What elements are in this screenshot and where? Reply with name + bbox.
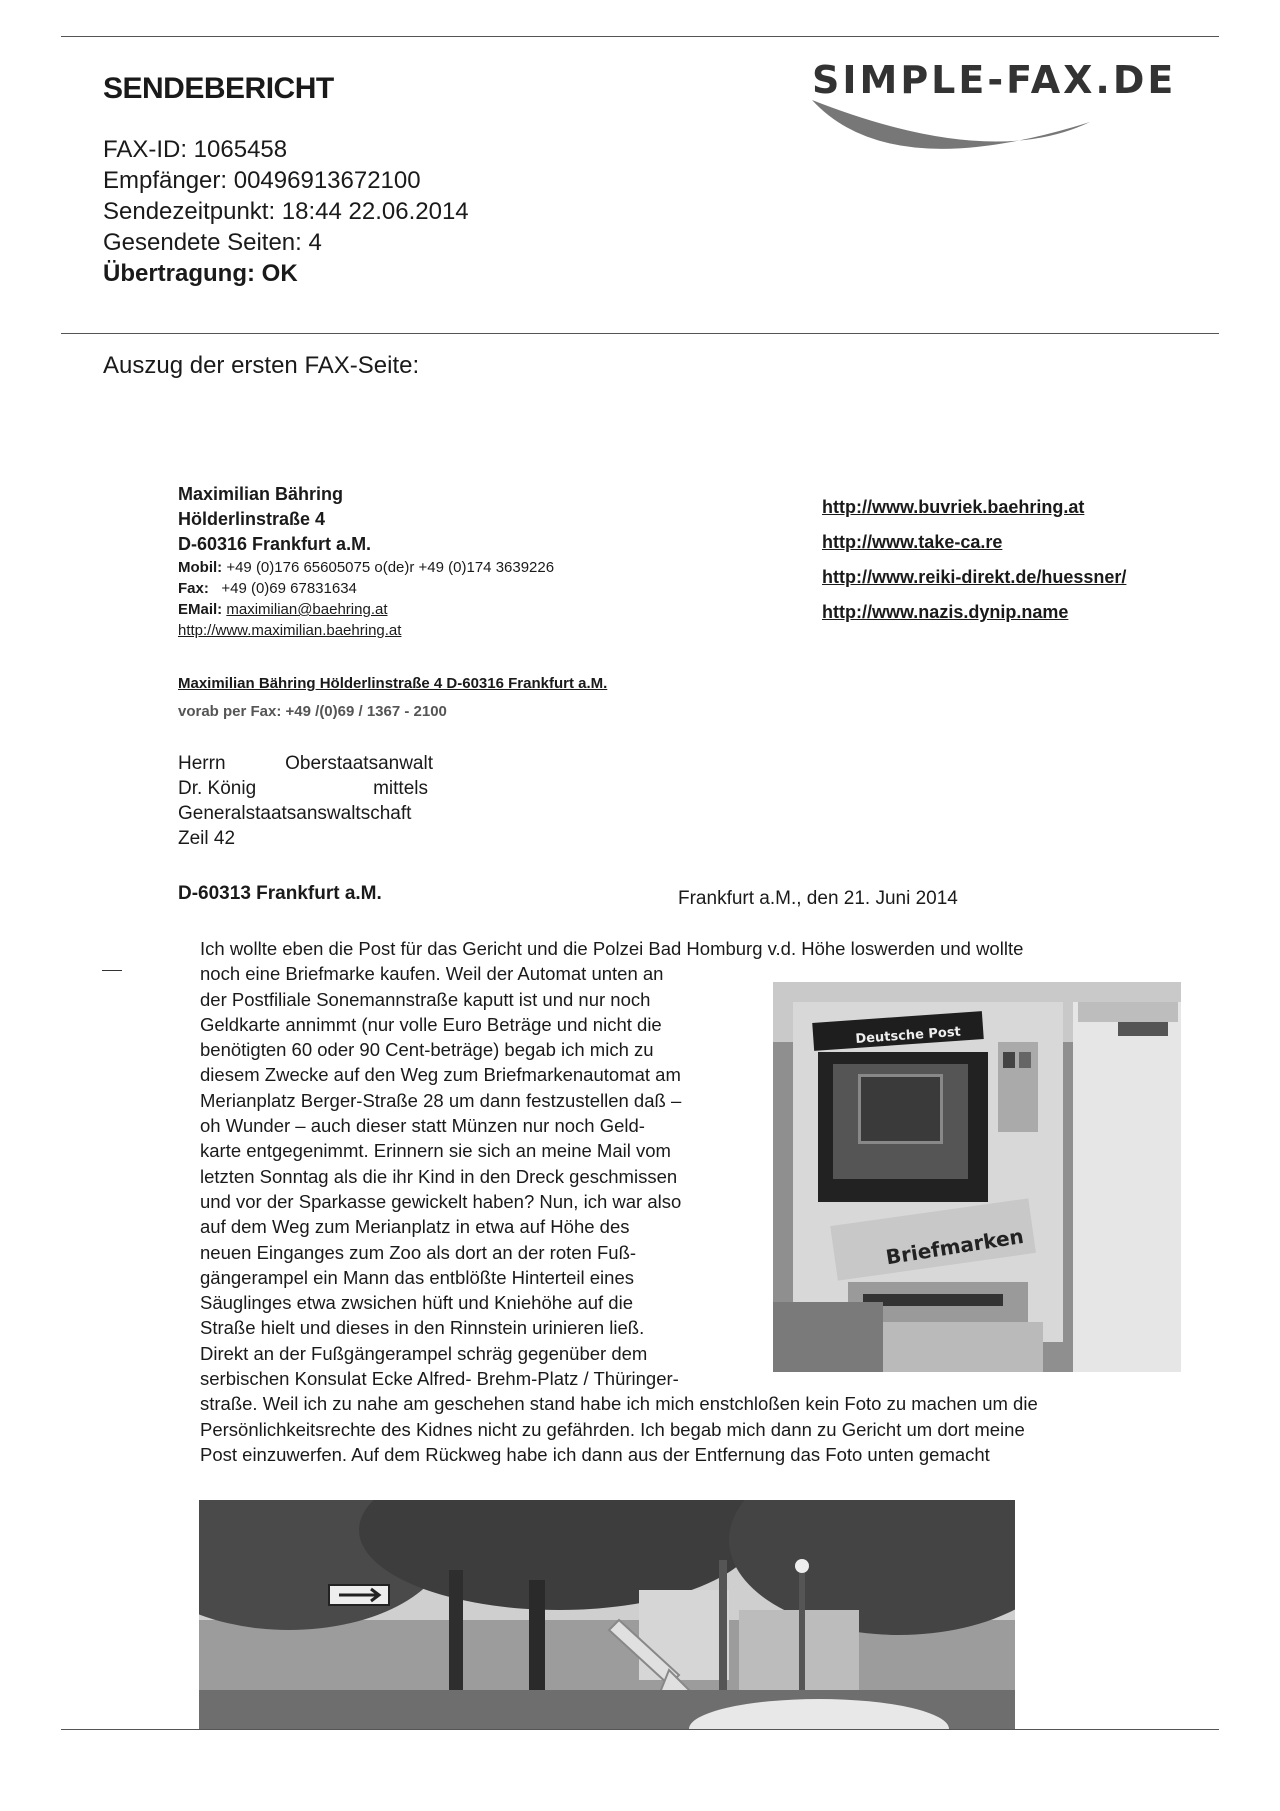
fax-value: +49 (0)69 67831634	[221, 580, 357, 597]
body-line: der Postfiliale Sonemannstraße kaputt ist und nur noch	[200, 988, 651, 1010]
street-scene-photo	[199, 1500, 1015, 1729]
recipient-salutation: Herrn	[178, 753, 226, 774]
email-link[interactable]: maximilian@baehring.at	[226, 601, 388, 618]
recipient-office: Generalstaatsanswaltschaft	[178, 803, 412, 824]
sender-city: D-60316 Frankfurt a.M.	[178, 534, 372, 554]
fax-id: FAX-ID: 1065458	[103, 136, 288, 163]
fax-recipient: Empfänger: 00496913672100	[103, 167, 421, 194]
fax-label: Fax:	[178, 580, 209, 597]
letter-date: Frankfurt a.M., den 21. Juni 2014	[678, 888, 958, 909]
send-time: Sendezeitpunkt: 18:44 22.06.2014	[103, 198, 469, 225]
vorab-fax-line: vorab per Fax: +49 /(0)69 / 1367 - 2100	[178, 703, 447, 720]
recipient-via: mittels	[373, 778, 428, 799]
body-line: Säuglinges etwa zwsichen hüft und Kniehöhe auf die	[200, 1292, 633, 1314]
recipient-title: Oberstaatsanwalt	[285, 753, 433, 774]
body-line: straße. Weil ich zu nahe am geschehen stand habe ich mich enstchloßen kein Foto zu machen um die	[200, 1393, 1038, 1415]
sender-mobil	[178, 557, 554, 578]
recipient-row-1	[178, 751, 433, 776]
body-line: auf dem Weg zum Merianplatz in etwa auf Höhe des	[200, 1216, 630, 1238]
machine-label-text: Briefmarken	[884, 1223, 1026, 1270]
report-title: SENDEBERICHT	[103, 72, 334, 105]
body-line: Ich wollte eben die Post für das Gericht und die Polzei Bad Homburg v.d. Höhe loswerden und wollte	[200, 938, 1024, 959]
pages-sent: Gesendete Seiten: 4	[103, 229, 322, 256]
body-line: Post einzuwerfen. Auf dem Rückweg habe ich dann aus der Entfernung das Foto unten gemacht	[200, 1443, 990, 1465]
body-line: gängerampel ein Mann das entblößte Hinterteil eines	[200, 1266, 634, 1288]
link-buvriek[interactable]: http://www.buvriek.baehring.at	[822, 497, 1085, 517]
transfer-status: Übertragung: OK	[103, 260, 298, 287]
recipient-block	[178, 751, 433, 851]
sender-fax	[178, 578, 554, 599]
body-line: benötigten 60 oder 90 Cent-beträge) begab ich mich zu	[200, 1039, 654, 1061]
email-label: EMail:	[178, 601, 223, 618]
body-line: oh Wunder – auch dieser statt Münzen nur noch Geld-	[200, 1115, 645, 1137]
recipient-row-2	[178, 776, 428, 801]
body-line: Straße hielt und dieses in den Rinnstein urinieren ließ.	[200, 1317, 645, 1339]
fold-mark	[102, 970, 122, 971]
sender-web-link[interactable]: http://www.maximilian.baehring.at	[178, 622, 402, 639]
body-line: karte entgegenimmt. Erinnern sie sich an meine Mail vom	[200, 1140, 671, 1162]
sender-name: Maximilian Bähring	[178, 484, 344, 504]
return-address-line: Maximilian Bähring Hölderlinstraße 4 D-60316 Frankfurt a.M.	[178, 675, 608, 692]
machine-brand-text: Deutsche Post	[854, 1024, 962, 1047]
link-nazis[interactable]: http://www.nazis.dynip.name	[822, 602, 1069, 622]
body-line: Merianplatz Berger-Straße 28 um dann festzustellen daß –	[200, 1089, 682, 1111]
stamp-machine-photo	[773, 982, 1181, 1372]
sender-email	[178, 599, 554, 620]
logo-text: SIMPLE-FAX.DE	[812, 58, 1177, 102]
body-line: Geldkarte annimmt (nur volle Euro Beträge und nicht die	[200, 1013, 662, 1035]
recipient-name: Dr. König	[178, 778, 257, 799]
sender-street: Hölderlinstraße 4	[178, 509, 326, 529]
body-line: neuen Einganges zum Zoo als dort an der roten Fuß-	[200, 1241, 637, 1263]
body-line: und vor der Sparkasse gewickelt haben? Nun, ich war also	[200, 1190, 682, 1212]
recipient-street: Zeil 42	[178, 828, 236, 849]
body-line: letzten Sonntag als die ihr Kind in den Dreck geschmissen	[200, 1165, 678, 1187]
mobil-value: +49 (0)176 65605075 o(de)r +49 (0)174 3639226	[226, 559, 555, 576]
link-take-care[interactable]: http://www.take-ca.re	[822, 532, 1003, 552]
link-list	[822, 490, 1126, 630]
body-line: Persönlichkeitsrechte des Kidnes nicht zu gefährden. Ich begab mich dann zu Gericht um dort meine	[200, 1418, 1025, 1440]
bottom-rule	[61, 1729, 1219, 1730]
sender-block	[178, 482, 554, 641]
body-line: diesem Zwecke auf den Weg zum Briefmarkenautomat am	[200, 1064, 681, 1086]
recipient-city: D-60313 Frankfurt a.M.	[178, 883, 382, 904]
mobil-label: Mobil:	[178, 559, 223, 576]
link-reiki[interactable]: http://www.reiki-direkt.de/huessner/	[822, 567, 1127, 587]
excerpt-label: Auszug der ersten FAX-Seite:	[103, 352, 420, 379]
body-line: serbischen Konsulat Ecke Alfred- Brehm-Platz / Thüringer-	[200, 1368, 679, 1390]
body-line: Direkt an der Fußgängerampel schräg gegenüber dem	[200, 1342, 648, 1364]
body-line: noch eine Briefmarke kaufen. Weil der Automat unten an	[200, 963, 664, 985]
